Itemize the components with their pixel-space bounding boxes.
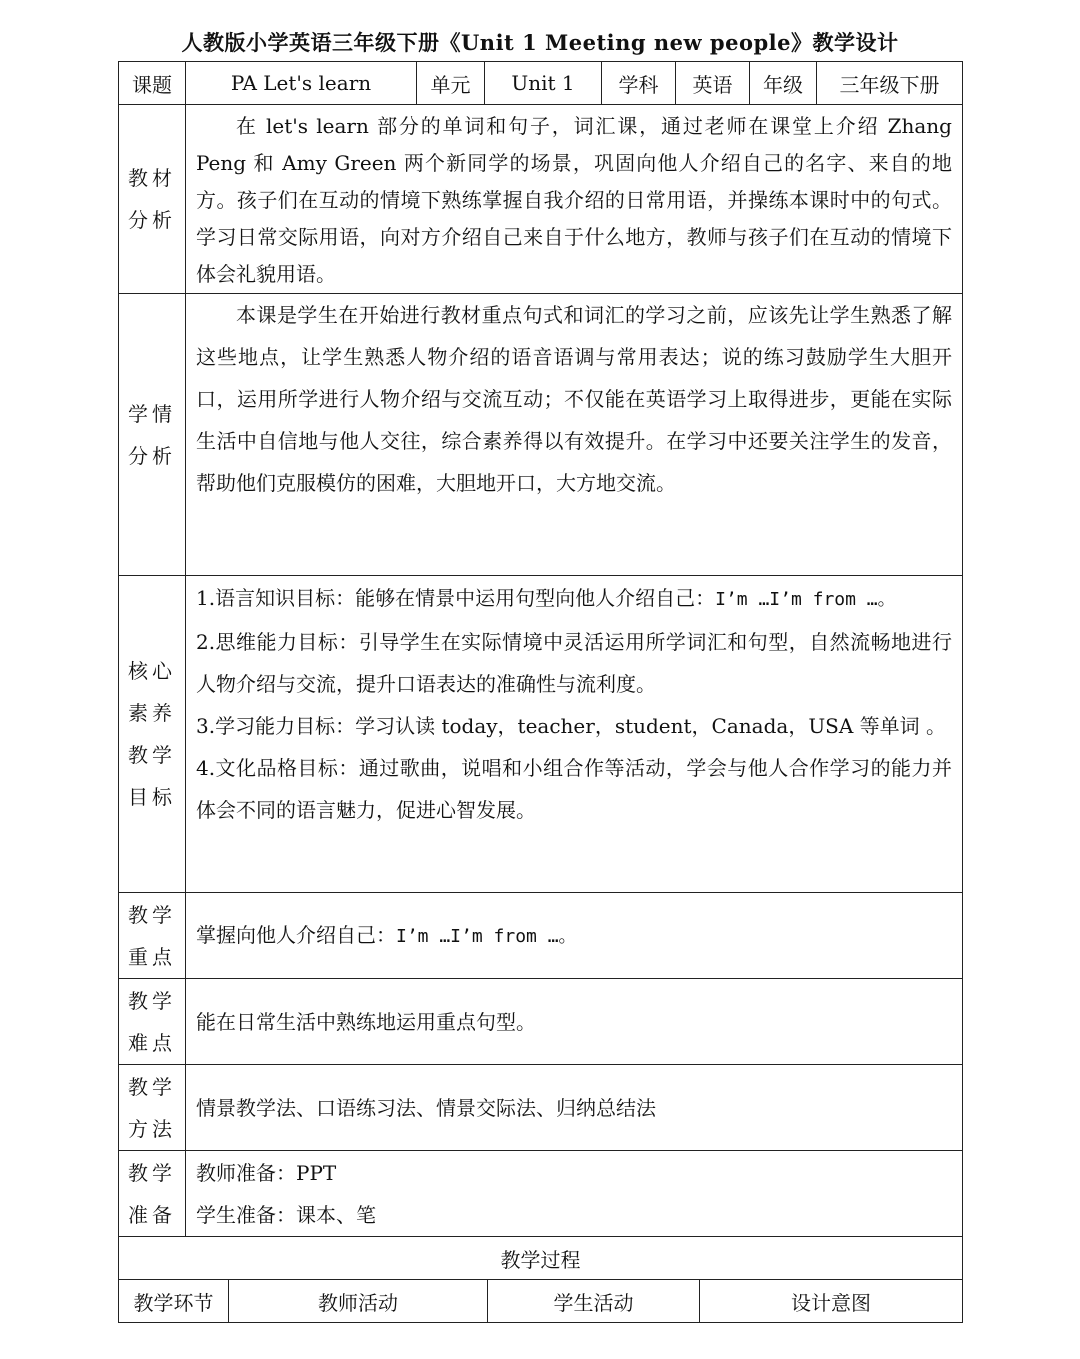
topic-label: 课题 bbox=[119, 62, 186, 105]
key-point-label: 教学 重点 bbox=[119, 893, 186, 979]
method-row bbox=[119, 1065, 963, 1151]
preparation-row bbox=[119, 1151, 963, 1237]
objectives-row bbox=[119, 576, 963, 893]
difficulty-label: 教学 难点 bbox=[119, 979, 186, 1065]
process-col-teacher: 教师活动 bbox=[229, 1280, 488, 1323]
unit-label: 单元 bbox=[417, 62, 485, 105]
subject-value: 英语 bbox=[676, 62, 750, 105]
preparation-cell bbox=[186, 1151, 963, 1237]
difficulty-row bbox=[119, 979, 963, 1065]
teacher-preparation: 教师准备：PPT bbox=[196, 1160, 337, 1185]
student-analysis-cell bbox=[186, 294, 963, 576]
grade-value: 三年级下册 bbox=[817, 62, 963, 105]
preparation-label: 教学 准备 bbox=[119, 1151, 186, 1237]
method-label: 教学 方法 bbox=[119, 1065, 186, 1151]
teaching-process-table bbox=[118, 1236, 963, 1323]
textbook-analysis-label: 教材 分析 bbox=[119, 105, 186, 294]
method-text: 情景教学法、口语练习法、情景交际法、归纳总结法 bbox=[186, 1065, 963, 1151]
student-analysis-text: 本课是学生在开始进行教材重点句式和词汇的学习之前，应该先让学生熟悉了解这些地点，让学生熟悉人物介绍的语音语调与常用表达；说的练习鼓励学生大胆开口，运用所学进行人物介绍与交流互动；不仅能在英语学习上取得进步，更能在实际生活中自信地与他人交往，综合素养得以有效提升。在学习中还要关注学生的发音，帮助他们克服模仿的困难，大胆地开口，大方地交流。 bbox=[196, 303, 952, 495]
key-point-text: 掌握向他人介绍自己：I’m …I’m from …。 bbox=[186, 893, 963, 979]
lesson-plan-table bbox=[118, 61, 963, 1237]
objectives-cell bbox=[186, 576, 963, 893]
objective-item-1: 1.语言知识目标：能够在情景中运用句型向他人介绍自己：I’m …I’m from …。 bbox=[196, 586, 896, 610]
unit-value: Unit 1 bbox=[485, 62, 602, 105]
objectives-label: 核心 素养 教学 目标 bbox=[119, 576, 186, 893]
student-preparation: 学生准备：课本、笔 bbox=[196, 1202, 376, 1227]
objective-item-4: 4.文化品格目标：通过歌曲，说唱和小组合作等活动，学会与他人合作学习的能力并体会不同的语言魅力，促进心智发展。 bbox=[196, 756, 952, 822]
process-heading: 教学过程 bbox=[119, 1237, 963, 1280]
subject-label: 学科 bbox=[602, 62, 676, 105]
topic-value: PA Let's learn bbox=[186, 62, 417, 105]
student-analysis-row bbox=[119, 294, 963, 576]
process-heading-row bbox=[119, 1237, 963, 1280]
textbook-analysis-row bbox=[119, 105, 963, 294]
objective-item-3: 3.学习能力目标：学习认读 today，teacher，student，Canada，USA 等单词 。 bbox=[196, 714, 947, 738]
textbook-analysis-text: 在 let's learn 部分的单词和句子，词汇课，通过老师在课堂上介绍 Zhang Peng 和 Amy Green 两个新同学的场景，巩固向他人介绍自己的名字、来自的地方。孩子们在互动的情境下熟练掌握自我介绍的日常用语，并操练本课时中的句式。学习日常交际用语，向对方介绍自己来自于什么地方，教师与孩子们在互动的情境下体会礼貌用语。 bbox=[186, 105, 963, 294]
key-point-row bbox=[119, 893, 963, 979]
difficulty-text: 能在日常生活中熟练地运用重点句型。 bbox=[186, 979, 963, 1065]
document-title: 人教版小学英语三年级下册《Unit 1 Meeting new people》教学设计 bbox=[181, 30, 899, 55]
process-col-student: 学生活动 bbox=[488, 1280, 700, 1323]
objective-item-2: 2.思维能力目标：引导学生在实际情境中灵活运用所学词汇和句型，自然流畅地进行人物介绍与交流，提升口语表达的准确性与流利度。 bbox=[196, 630, 952, 696]
process-col-stage: 教学环节 bbox=[119, 1280, 229, 1323]
header-row bbox=[119, 62, 963, 105]
process-col-intent: 设计意图 bbox=[700, 1280, 963, 1323]
grade-label: 年级 bbox=[750, 62, 817, 105]
student-analysis-label: 学情 分析 bbox=[119, 294, 186, 576]
process-columns-row bbox=[119, 1280, 963, 1323]
